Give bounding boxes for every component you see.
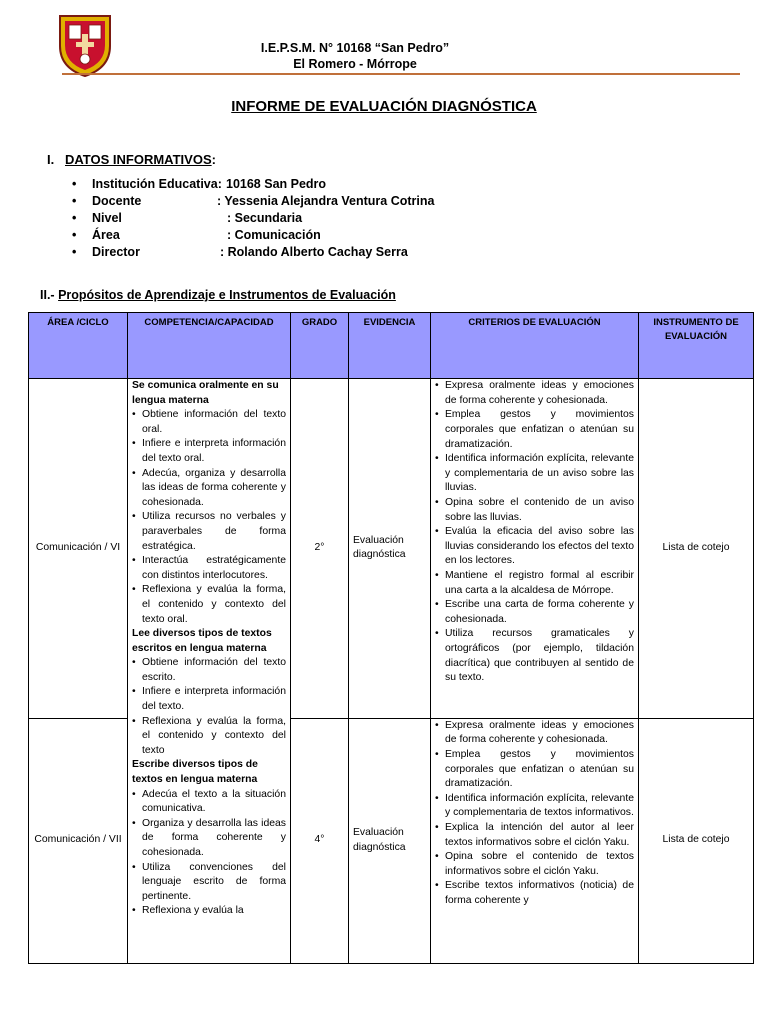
table-row: [29, 379, 754, 719]
criterios-list: [435, 379, 634, 685]
competencia-title: Lee diversos tipos de textos escritos en lengua materna: [132, 628, 272, 654]
document-title: INFORME DE EVALUACIÓN DIAGNÓSTICA: [231, 98, 537, 115]
competencia-cell: [128, 379, 291, 964]
list-item: • Reflexiona y evalúa la forma, el contenido y contexto del texto oral.: [132, 583, 286, 627]
list-item: • Reflexiona y evalúa la: [132, 904, 286, 919]
list-item: • Expresa oralmente ideas y emociones de forma coherente y cohesionada.: [435, 379, 634, 408]
grado-cell: 2°: [291, 379, 349, 719]
section-title: DATOS INFORMATIVOS: [65, 152, 212, 167]
evidencia-cell: Evaluación diagnóstica: [349, 379, 431, 719]
list-item: • Evalúa la eficacia del aviso sobre las lluvias considerando los efectos del texto en los lectores.: [435, 525, 634, 569]
info-label: Docente: [92, 194, 142, 208]
section-number: II.-: [40, 288, 55, 302]
list-item: • Utiliza convenciones del lenguaje escrito de forma pertinente.: [132, 861, 286, 905]
criterios-content: [435, 719, 634, 963]
section-colon: :: [211, 152, 216, 167]
list-item: • Utiliza recursos gramaticales y ortográficos (por ejemplo, tildación diacrítica) que contribuyen al sentido de su texto.: [435, 627, 634, 685]
list-item: • Identifica información explícita, relevante y complementaria de textos informativos.: [435, 792, 634, 821]
list-item: • Organiza y desarrolla las ideas de forma coherente y cohesionada.: [132, 817, 286, 861]
info-label: Director: [92, 245, 140, 259]
list-item: • Emplea gestos y movimientos corporales que enfatizan o atenúan su dramatización.: [435, 408, 634, 452]
list-item: • Mantiene el registro formal al escribir una carta a la alcaldesa de Mórrope.: [435, 569, 634, 598]
list-item: • Emplea gestos y movimientos corporales que enfatizan o atenúan su dramatización.: [435, 748, 634, 792]
section-title: Propósitos de Aprendizaje e Instrumentos de Evaluación: [58, 288, 396, 302]
info-label: Nivel: [92, 211, 122, 225]
list-item: • Infiere e interpreta información del texto.: [132, 685, 286, 714]
school-location: El Romero - Mórrope: [293, 57, 417, 71]
section-datos-informativos-heading: [47, 152, 216, 167]
info-value: : Comunicación: [227, 228, 321, 242]
instrumento-cell: Lista de cotejo: [639, 718, 754, 963]
instrumento-cell: Lista de cotejo: [639, 379, 754, 719]
info-value: : Yessenia Alejandra Ventura Cotrina: [217, 194, 435, 208]
competencia-title: Se comunica oralmente en su lengua materna: [132, 380, 279, 406]
bullet: •: [72, 194, 77, 208]
column-header: INSTRUMENTO DE EVALUACIÓN: [639, 313, 754, 379]
list-item: • Obtiene información del texto oral.: [132, 408, 286, 437]
bullet: •: [72, 245, 77, 259]
list-item: • Opina sobre el contenido de textos informativos sobre el ciclón Yaku.: [435, 850, 634, 879]
list-item: • Reflexiona y evalúa la forma, el contenido y contexto del texto: [132, 715, 286, 759]
info-value: : Secundaria: [227, 211, 303, 225]
capacidades-list: [132, 788, 286, 919]
column-header: EVIDENCIA: [349, 313, 431, 379]
list-item: • Opina sobre el contenido de un aviso sobre las lluvias.: [435, 496, 634, 525]
list-item: • Escribe una carta de forma coherente y cohesionada.: [435, 598, 634, 627]
list-item: • Adecúa, organiza y desarrolla las ideas de forma coherente y cohesionada.: [132, 467, 286, 511]
capacidades-list: [132, 656, 286, 758]
list-item: • Infiere e interpreta información del texto oral.: [132, 437, 286, 466]
list-item: • Expresa oralmente ideas y emociones de forma coherente y cohesionada.: [435, 719, 634, 748]
bullet: •: [72, 211, 77, 225]
school-name: I.E.P.S.M. N° 10168 “San Pedro”: [260, 41, 450, 55]
list-item: • Adecúa el texto a la situación comunicativa.: [132, 788, 286, 817]
list-item: • Interactúa estratégicamente con distintos interlocutores.: [132, 554, 286, 583]
criterios-cell: [431, 718, 639, 963]
school-crest-logo: [56, 12, 114, 78]
column-header: CRITERIOS DE EVALUACIÓN: [431, 313, 639, 379]
bullet: •: [72, 177, 77, 191]
capacidades-list: [132, 408, 286, 627]
criterios-list: [435, 719, 634, 909]
column-header: ÁREA /CICLO: [29, 313, 128, 379]
info-label: Institución Educativa:: [92, 177, 222, 191]
criterios-content: [435, 379, 634, 717]
info-value: 10168 San Pedro: [226, 177, 327, 191]
info-value: : Rolando Alberto Cachay Serra: [220, 245, 408, 259]
area-cell: Comunicación / VI: [29, 379, 128, 719]
list-item: • Obtiene información del texto escrito.: [132, 656, 286, 685]
list-item: • Explica la intención del autor al leer textos informativos sobre el ciclón Yaku.: [435, 821, 634, 850]
info-label: Área: [92, 228, 120, 242]
evidencia-cell: Evaluación diagnóstica: [349, 718, 431, 963]
column-header: GRADO: [291, 313, 349, 379]
area-cell: Comunicación / VII: [29, 718, 128, 963]
criterios-cell: [431, 379, 639, 719]
list-item: • Identifica información explícita, relevante y complementaria de un aviso sobre las lluvias.: [435, 452, 634, 496]
competencia-title: Escribe diversos tipos de textos en lengua materna: [132, 759, 258, 786]
section-propositos-heading: [40, 288, 396, 302]
table-header-row: [29, 313, 754, 379]
competencia-content: [132, 379, 286, 963]
list-item: • Utiliza recursos no verbales y paraverbales de forma estratégica.: [132, 510, 286, 554]
bullet: •: [72, 228, 77, 242]
list-item: • Escribe textos informativos (noticia) de forma coherente y: [435, 879, 634, 908]
grado-cell: 4°: [291, 718, 349, 963]
evaluation-table: [28, 312, 754, 964]
header-divider: [62, 73, 740, 75]
column-header: COMPETENCIA/CAPACIDAD: [128, 313, 291, 379]
section-number: I.: [47, 152, 55, 167]
document-header: [180, 40, 530, 72]
